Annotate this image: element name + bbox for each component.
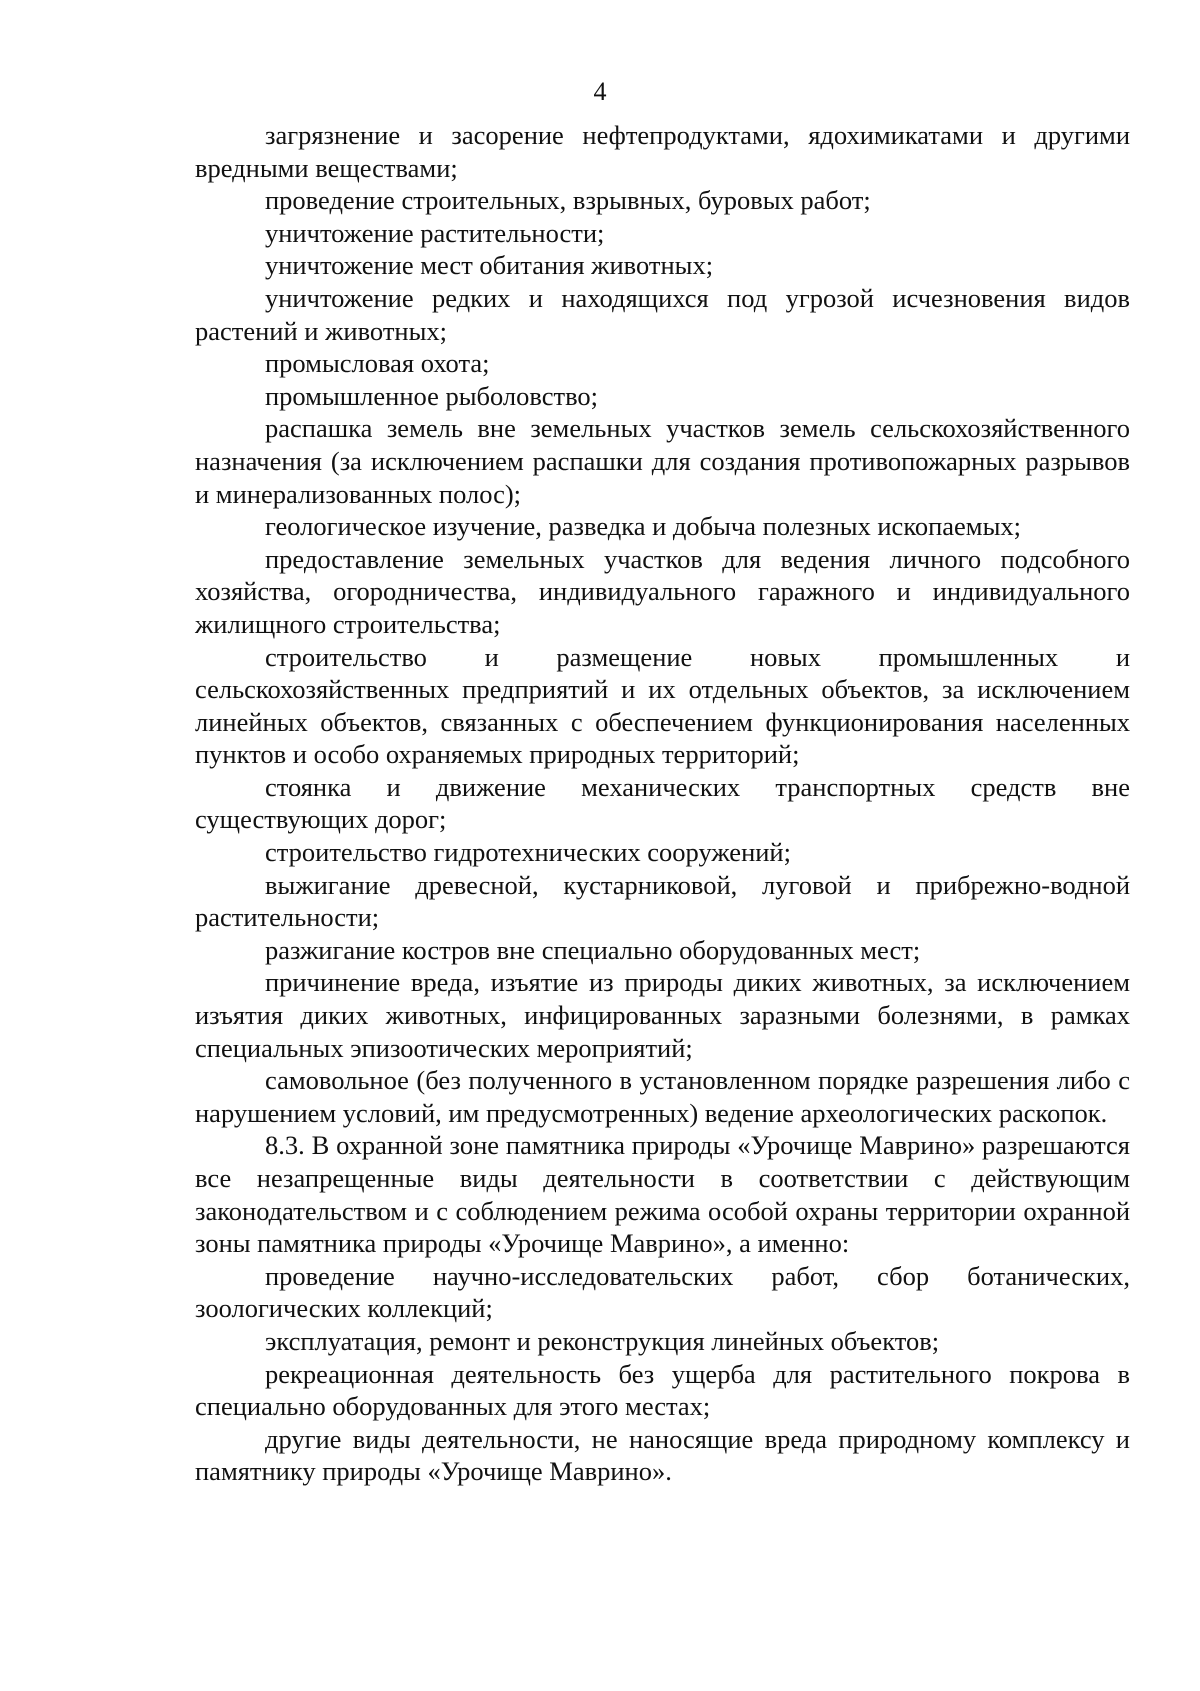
paragraph: уничтожение мест обитания животных; — [265, 250, 714, 281]
paragraph: причинение вреда, изъятие из природы диких животных, за исключением изъятия диких животных, инфицированных заразными болезнями, в рамках специальных эпизоотических мероприятий; — [195, 967, 1130, 1063]
paragraph: стоянка и движение механических транспортных средств вне существующих дорог; — [195, 771, 1130, 835]
paragraph: рекреационная деятельность без ущерба для растительного покрова в специально оборудованных для этого местах; — [195, 1358, 1130, 1422]
paragraph-section-8-3: 8.3. В охранной зоне памятника природы «Урочище Маврино» разрешаются все незапрещенные виды деятельности в соответствии с действующим законодательством и с соблюдением режима особой охраны территории охранной зоны памятника природы «Урочище Маврино», а именно: — [195, 1130, 1130, 1259]
paragraph: другие виды деятельности, не наносящие вреда природному комплексу и памятнику природы «Урочище Маврино». — [195, 1423, 1130, 1487]
paragraph: разжигание костров вне специально оборудованных мест; — [265, 934, 921, 965]
paragraph: загрязнение и засорение нефтепродуктами, ядохимикатами и другими вредными веществами; — [195, 120, 1130, 183]
paragraph: проведение научно-исследовательских работ, сбор ботанических, зоологических коллекций; — [195, 1260, 1130, 1324]
paragraph: геологическое изучение, разведка и добыча полезных ископаемых; — [265, 511, 1021, 542]
paragraph: самовольное (без полученного в установленном порядке разрешения либо с нарушением условий, им предусмотренных) ведение археологических раскопок. — [195, 1065, 1130, 1128]
paragraph: распашка земель вне земельных участков земель сельскохозяйственного назначения (за исключением распашки для создания противопожарных разрывов и минерализованных полос); — [195, 413, 1130, 509]
document-body — [195, 119, 1130, 1488]
paragraph: выжигание древесной, кустарниковой, луговой и прибрежно-водной растительности; — [195, 869, 1130, 933]
paragraph: промышленное рыболовство; — [265, 380, 599, 411]
paragraph: эксплуатация, ремонт и реконструкция линейных объектов; — [265, 1325, 940, 1356]
paragraph: строительство гидротехнических сооружений; — [265, 837, 791, 868]
paragraph: предоставление земельных участков для ведения личного подсобного хозяйства, огородничества, индивидуального гаражного и индивидуального жилищного строительства; — [195, 543, 1130, 639]
paragraph: уничтожение редких и находящихся под угрозой исчезновения видов растений и животных; — [195, 282, 1130, 346]
paragraph: уничтожение растительности; — [265, 217, 605, 248]
page-number: 4 — [593, 77, 607, 106]
paragraph: проведение строительных, взрывных, буровых работ; — [265, 185, 871, 216]
paragraph: промысловая охота; — [265, 348, 490, 379]
paragraph: строительство и размещение новых промышленных и сельскохозяйственных предприятий и их отдельных объектов, за исключением линейных объектов, связанных с обеспечением функционирования населенных пунктов и особо охраняемых природных территорий; — [195, 641, 1130, 770]
